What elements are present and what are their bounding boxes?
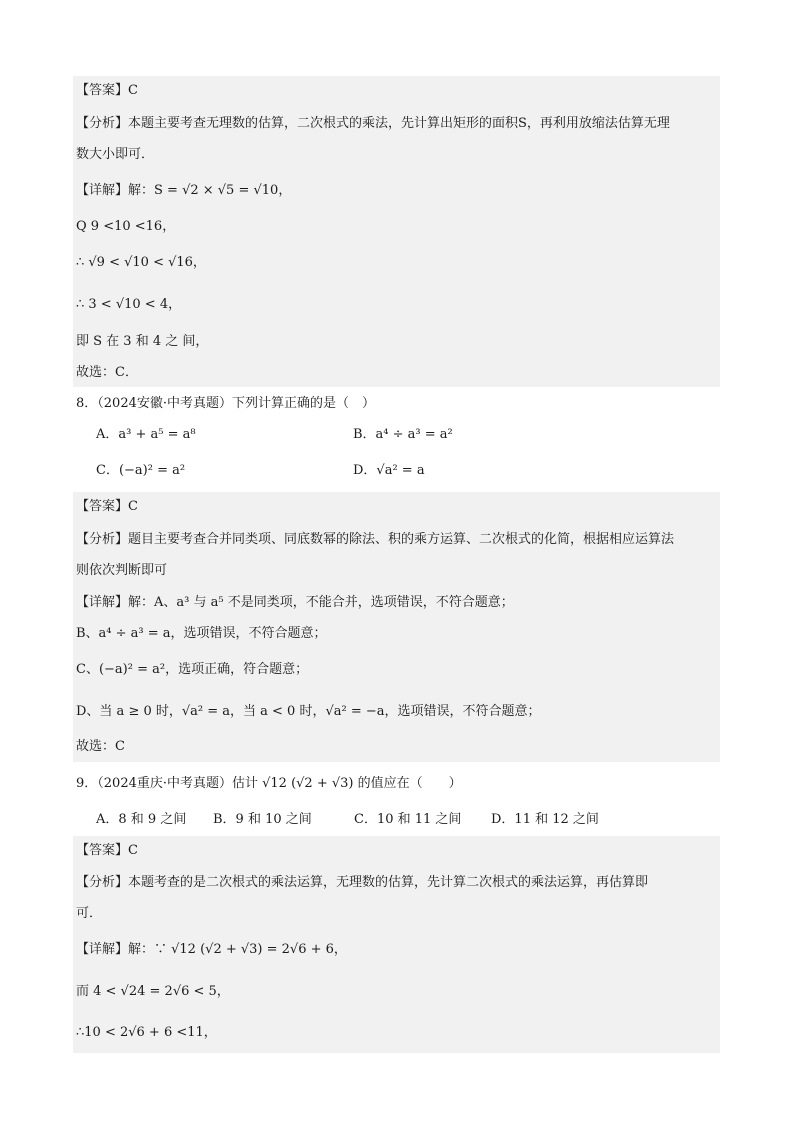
detail-text: ∴10 < 2√6 + 6 <11， — [76, 1025, 217, 1040]
detail-text: 而 4 < √24 = 2√6 < 5， — [76, 984, 230, 999]
answer-label: 【答案】C — [76, 843, 138, 858]
analysis-text: 【分析】题目主要考查合并同类项、同底数幂的除法、积的乘方运算、二次根式的化简，根据相应运算法 — [76, 532, 675, 547]
detail-text: 即 S 在 3 和 4 之 间， — [76, 334, 209, 349]
detail-text: ∴ 3 < √10 < 4， — [76, 297, 182, 312]
question-9-option-b: B．9 和 10 之间 — [213, 812, 312, 827]
detail-text: Q 9 <10 <16， — [76, 219, 176, 234]
analysis-text: 【分析】本题考查的是二次根式的乘法运算，无理数的估算，先计算二次根式的乘法运算，再估算即 — [76, 875, 649, 890]
detail-text: 故选：C． — [76, 365, 138, 380]
detail-text: 故选：C — [76, 739, 125, 754]
detail-text: ∴ √9 < √10 < √16， — [76, 255, 206, 270]
question-9-stem: 9．（2024重庆·中考真题）估计 √12 (√2 + √3) 的值应在（ ） — [76, 776, 462, 791]
detail-text: 【详解】解：∵ √12 (√2 + √3) = 2√6 + 6， — [76, 942, 347, 957]
answer-label: 【答案】C — [76, 499, 138, 514]
analysis-text: 则依次判断即可 — [76, 563, 168, 578]
analysis-text: 数大小即可． — [76, 147, 155, 162]
question-8-stem: 8．（2024安徽·中考真题）下列计算正确的是（ ） — [76, 396, 375, 411]
answer-label: 【答案】C — [76, 83, 138, 98]
analysis-text: 【分析】本题主要考查无理数的估算，二次根式的乘法，先计算出矩形的面积S，再利用放缩法估算无理 — [76, 116, 670, 131]
detail-text: D、当 a ≥ 0 时，√a² = a，当 a < 0 时，√a² = −a，选项错误，不符合题意； — [76, 704, 541, 719]
question-9-option-d: D．11 和 12 之间 — [491, 812, 599, 827]
detail-text: C、(−a)² = a²，选项正确，符合题意； — [76, 662, 309, 677]
detail-text: 【详解】解：S = √2 × √5 = √10， — [76, 183, 292, 198]
question-9-option-c: C．10 和 11 之间 — [354, 812, 462, 827]
detail-text: 【详解】解：A、a³ 与 a⁵ 不是同类项，不能合并，选项错误，不符合题意； — [76, 595, 514, 610]
analysis-text: 可． — [76, 906, 103, 921]
question-8-option-b: B．a⁴ ÷ a³ = a² — [353, 427, 453, 442]
detail-text: B、a⁴ ÷ a³ = a，选项错误，不符合题意； — [76, 626, 327, 641]
question-8-option-a: A．a³ + a⁵ = a⁸ — [96, 427, 196, 442]
question-8-option-d: D．√a² = a — [353, 463, 425, 478]
question-8-option-c: C．(−a)² = a² — [96, 463, 186, 478]
question-9-option-a: A．8 和 9 之间 — [96, 812, 187, 827]
